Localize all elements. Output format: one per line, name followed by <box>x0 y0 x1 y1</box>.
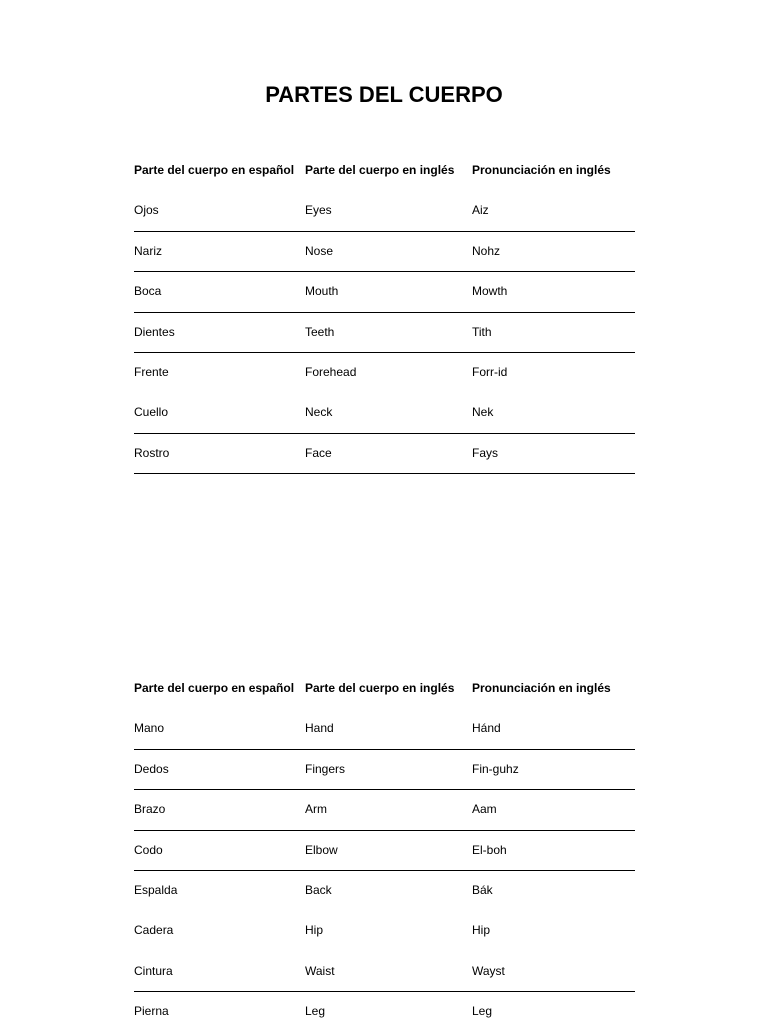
table-row <box>134 393 635 433</box>
cell-spanish: Nariz <box>134 243 163 258</box>
cell-english: Teeth <box>305 324 335 339</box>
table-row <box>134 313 635 353</box>
cell-english: Leg <box>305 1004 326 1019</box>
cell-pronunciation: Bák <box>472 882 493 897</box>
cell-spanish: Pierna <box>134 1004 169 1019</box>
cell-pronunciation: Aiz <box>472 203 489 218</box>
cell-spanish: Mano <box>134 721 165 736</box>
cell-english: Back <box>305 882 332 897</box>
cell-pronunciation: Mowth <box>472 284 508 299</box>
cell-spanish: Cuello <box>134 405 169 420</box>
cell-english: Face <box>305 445 332 460</box>
header-english: Parte del cuerpo en inglés <box>305 681 455 695</box>
cell-spanish: Frente <box>134 364 169 379</box>
cell-english: Elbow <box>305 842 338 857</box>
table-row <box>134 434 635 474</box>
table-row <box>134 871 635 911</box>
cell-spanish: Dientes <box>134 324 175 339</box>
cell-english: Hip <box>305 923 324 938</box>
cell-spanish: Codo <box>134 842 163 857</box>
cell-pronunciation: Forr-id <box>472 364 508 379</box>
table-header-row <box>134 151 635 191</box>
page-title: PARTES DEL CUERPO <box>265 82 503 107</box>
table-row <box>134 952 635 992</box>
cell-pronunciation: Hánd <box>472 721 501 736</box>
cell-spanish: Brazo <box>134 802 166 817</box>
table-row <box>134 272 635 312</box>
cell-english: Neck <box>305 405 333 420</box>
cell-pronunciation: Nek <box>472 405 494 420</box>
cell-english: Waist <box>305 963 335 978</box>
cell-pronunciation: Fin-guhz <box>472 761 519 776</box>
cell-pronunciation: Wayst <box>472 963 505 978</box>
cell-pronunciation: Nohz <box>472 243 501 258</box>
cell-pronunciation: Aam <box>472 802 497 817</box>
cell-english: Mouth <box>305 284 339 299</box>
table-row <box>134 191 635 231</box>
cell-spanish: Espalda <box>134 882 178 897</box>
table-row <box>134 790 635 830</box>
table-row <box>134 709 635 749</box>
header-pronunciation: Pronunciación en inglés <box>472 163 611 177</box>
vocabulary-table <box>134 669 635 1033</box>
table-header-row <box>134 669 635 709</box>
cell-english: Forehead <box>305 364 357 379</box>
cell-english: Eyes <box>305 203 332 218</box>
table-row <box>134 750 635 790</box>
cell-english: Nose <box>305 243 334 258</box>
cell-english: Arm <box>305 802 327 817</box>
table-row <box>134 232 635 272</box>
cell-spanish: Cadera <box>134 923 174 938</box>
table-row <box>134 992 635 1032</box>
cell-pronunciation: Fays <box>472 445 499 460</box>
cell-spanish: Rostro <box>134 445 170 460</box>
vocabulary-table <box>134 151 635 474</box>
cell-spanish: Cintura <box>134 963 173 978</box>
cell-english: Fingers <box>305 761 346 776</box>
cell-spanish: Ojos <box>134 203 159 218</box>
cell-pronunciation: El-boh <box>472 842 507 857</box>
table-row <box>134 831 635 871</box>
table-row <box>134 911 635 951</box>
cell-pronunciation: Hip <box>472 923 491 938</box>
cell-spanish: Dedos <box>134 761 169 776</box>
cell-english: Hand <box>305 721 334 736</box>
table-row <box>134 353 635 393</box>
header-pronunciation: Pronunciación en inglés <box>472 681 611 695</box>
cell-pronunciation: Leg <box>472 1004 493 1019</box>
cell-pronunciation: Tith <box>472 324 492 339</box>
header-english: Parte del cuerpo en inglés <box>305 163 455 177</box>
header-spanish: Parte del cuerpo en español <box>134 163 295 177</box>
header-spanish: Parte del cuerpo en español <box>134 681 295 695</box>
cell-spanish: Boca <box>134 284 162 299</box>
